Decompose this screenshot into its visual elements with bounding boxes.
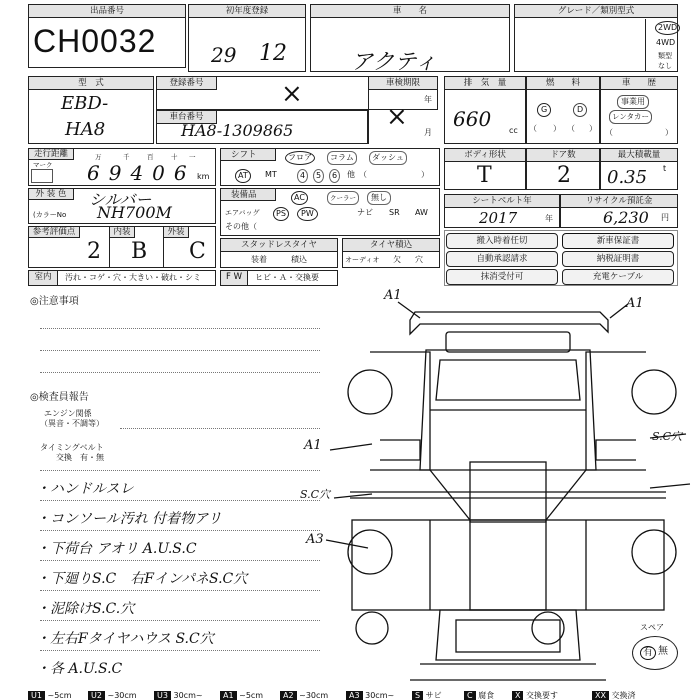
doc-warranty: 新車保証書 — [562, 233, 674, 249]
report-item: ・各 A.U.S.C — [36, 661, 123, 677]
legend-value: 腐食 — [478, 691, 495, 700]
score-outside: C — [189, 239, 206, 264]
capacity-value: 0.35 — [607, 167, 648, 188]
seatbelt-value: 2017 — [479, 209, 518, 227]
legend-key: A2 — [280, 691, 297, 700]
shift-mt: MT — [265, 170, 277, 179]
history-rental: レンタカー — [609, 110, 652, 124]
model-line2: HA8 — [65, 119, 106, 140]
report-item: ・下廻りS.C 右FインパネS.C穴 — [36, 571, 248, 587]
equip-airbag: エアバッグ — [225, 209, 260, 217]
displacement-label: 排 気 量 — [445, 77, 525, 90]
equip-ps: PS — [273, 207, 289, 221]
score-inside-label: 内装 — [109, 226, 135, 238]
shift-label: シフト — [220, 148, 276, 161]
shaken-year: 年 — [424, 95, 432, 104]
equip-sr: SR — [389, 208, 400, 217]
legend-key: U3 — [154, 691, 171, 700]
score-total: 2 — [87, 239, 101, 264]
mileage-unit-juu: 十 — [171, 153, 178, 161]
registration-month: 12 — [259, 41, 287, 66]
doors-value: 2 — [557, 163, 571, 188]
report-item: ・ハンドルスレ — [36, 481, 134, 497]
report-item: ・左右Fタイヤハウス S.C穴 — [36, 631, 214, 647]
doors-label: ドア数 — [527, 149, 599, 162]
interior-options: 汚れ・コゲ・穴・大きい・破れ・シミ — [65, 273, 201, 282]
equip-ac: AC — [291, 191, 308, 205]
plate-label: 登録番号 — [157, 77, 217, 90]
legend-value: ~30cm — [107, 691, 137, 700]
diagram-mark: A3 — [306, 532, 324, 547]
tire-load-hole: 穴 — [415, 255, 423, 264]
lot-number: CH0032 — [33, 23, 157, 59]
diagram-mark: A1 — [384, 288, 402, 303]
recycle-unit: 円 — [661, 213, 669, 222]
color-code-label: (カラーNo — [33, 211, 67, 219]
first-registration-label: 初年度登録 — [189, 5, 305, 18]
shaken-value: × — [386, 102, 408, 132]
doc-auto-approval: 自動承認請求 — [446, 251, 558, 267]
mileage-label: 走行距離 — [28, 148, 74, 160]
interior-label: 室内 — [28, 270, 58, 286]
displacement-unit: cc — [509, 126, 518, 135]
legend-value: ~5cm — [239, 691, 264, 700]
doc-charge-cable: 充電ケーブル — [562, 269, 674, 285]
tire-load-label: タイヤ積込 — [343, 239, 439, 252]
color-value: シルバー — [89, 190, 152, 209]
color-label: 外 装 色 — [28, 188, 74, 200]
legend-key: A3 — [346, 691, 363, 700]
spare-yes: 有 — [640, 646, 656, 660]
capacity-unit: t — [663, 164, 667, 173]
history-paren-2: ） — [665, 128, 673, 137]
seatbelt-unit: 年 — [545, 214, 553, 223]
chassis-label: 車台番号 — [157, 111, 217, 124]
mileage-unit: km — [197, 172, 210, 181]
legend-value: 交換要す — [526, 691, 559, 700]
recycle-value: 6,230 — [603, 208, 649, 227]
fuel-label: 燃 料 — [527, 77, 599, 90]
mileage-unit-ichi: 一 — [189, 153, 196, 161]
equipment-label: 装備品 — [220, 188, 276, 201]
diagram-mark: A1 — [626, 296, 644, 311]
model-line1: EBD- — [61, 93, 109, 114]
legend-value: 交換済 — [611, 691, 636, 700]
mileage-value: 69406 — [87, 161, 196, 185]
inspector-title: ◎検査員報告 — [30, 392, 89, 403]
mileage-mark: マーク — [33, 161, 53, 169]
legend-key: A1 — [220, 691, 237, 700]
shaken-label: 車検期限 — [368, 76, 438, 90]
capacity-label: 最大積載量 — [601, 149, 677, 162]
grade-label: グレード／類別型式 — [515, 5, 677, 18]
legend-value: ~30cm — [299, 691, 329, 700]
engine-sub: （異音・不調等） — [40, 419, 104, 428]
legend-key: S — [412, 691, 423, 700]
studless-loaded: 積込 — [291, 255, 307, 264]
shift-at: AT — [235, 169, 251, 183]
shift-6: 6 — [329, 169, 340, 183]
legend-value: 30cm~ — [365, 691, 395, 700]
report-item: ・泥除けS.C.穴 — [36, 601, 135, 617]
fuel-diesel: D — [573, 103, 587, 117]
equip-aw: AW — [415, 208, 428, 217]
history-paren-1: （ — [605, 128, 613, 137]
mileage-unit-hyaku: 百 — [147, 153, 154, 161]
legend-key: X — [512, 691, 523, 700]
fuel-paren-4: ） — [589, 124, 597, 133]
registration-year: 29 — [211, 43, 237, 67]
shift-column: コラム — [327, 151, 357, 165]
history-label: 車 歴 — [601, 77, 677, 90]
spare-label: スペア — [640, 623, 664, 632]
diagram-mark: A1 — [304, 438, 322, 453]
color-code: NH700M — [97, 203, 172, 222]
doc-deregister: 抹消受付可 — [446, 269, 558, 285]
fuel-paren-3: （ — [567, 124, 575, 133]
doc-arrival: 搬入時着任切 — [446, 233, 558, 249]
seatbelt-label: シートベルト年 — [445, 195, 559, 208]
shift-paren-close: ） — [421, 170, 429, 179]
plate-value: × — [281, 79, 303, 109]
body-value: T — [477, 163, 492, 188]
studless-label: スタッドレスタイヤ — [221, 239, 337, 252]
mileage-unit-sen: 千 — [123, 153, 130, 161]
tire-load-missing: 欠 — [393, 255, 401, 264]
fuel-paren-2: ） — [553, 124, 561, 133]
legend-key: XX — [592, 691, 609, 700]
car-name-label: 車 名 — [311, 5, 509, 18]
report-item: ・コンソール汚れ 付着物アリ — [36, 511, 222, 527]
shift-paren-open: （ — [359, 170, 367, 179]
score-outside-label: 外装 — [163, 226, 189, 238]
equip-pw: PW — [297, 207, 318, 221]
diagram-mark: S.C穴 — [652, 430, 683, 443]
body-label: ボディ形状 — [445, 149, 525, 162]
history-business: 事業用 — [617, 95, 649, 109]
score-inside: B — [131, 239, 148, 264]
legend-key: U1 — [28, 691, 45, 700]
legend-value: サビ — [425, 691, 442, 700]
mileage-unit-man: 万 — [95, 153, 102, 161]
shift-other: 他 — [347, 170, 355, 179]
grade-2wd: 2WD — [655, 21, 680, 35]
timing-sub: 交換 有・無 — [56, 453, 104, 462]
fw-label: F W — [220, 270, 248, 286]
fuel-paren-1: （ — [529, 124, 537, 133]
score-label: 参考評価点 — [28, 226, 80, 238]
legend-value: 30cm~ — [173, 691, 203, 700]
legend-bar — [28, 690, 678, 700]
timing-label: タイミングベルト — [40, 443, 104, 452]
fw-options: ヒビ・Ａ・交換要 — [255, 273, 319, 282]
shift-dash: ダッシュ — [369, 151, 407, 165]
chassis-number: HA8-1309865 — [181, 121, 294, 140]
shift-floor: フロア — [285, 151, 315, 165]
tire-load-audio: オーディオ — [345, 256, 380, 264]
equip-other: その他（ — [225, 222, 257, 231]
lot-number-label: 出品番号 — [29, 5, 185, 18]
diagram-mark: S.C穴 — [300, 488, 331, 501]
fuel-gasoline: G — [537, 103, 551, 117]
grade-none: なし — [658, 62, 672, 70]
spare-no: 無 — [658, 646, 668, 657]
legend-key: C — [464, 691, 476, 700]
legend-key: U2 — [88, 691, 105, 700]
studless-installed: 装着 — [251, 255, 267, 264]
equip-navi: ナビ — [357, 208, 373, 217]
shift-5: 5 — [313, 169, 324, 183]
equip-cooler: クーラー — [327, 191, 359, 205]
doc-tax-cert: 納税証明書 — [562, 251, 674, 267]
notes-title: ◎注意事項 — [30, 296, 79, 307]
shift-4: 4 — [297, 169, 308, 183]
grade-type: 類型 — [658, 52, 672, 60]
model-label: 型 式 — [29, 77, 153, 90]
car-name: アクティ — [351, 50, 437, 75]
recycle-label: リサイクル預託金 — [561, 195, 677, 208]
legend-value: ~5cm — [47, 691, 72, 700]
displacement-value: 660 — [453, 107, 492, 131]
report-item: ・下荷台 アオリ A.U.S.C — [36, 541, 197, 557]
shaken-month: 月 — [424, 128, 432, 137]
equip-none: 無し — [367, 191, 391, 205]
grade-4wd: 4WD — [656, 38, 676, 47]
engine-label: エンジン関係 — [44, 409, 92, 418]
